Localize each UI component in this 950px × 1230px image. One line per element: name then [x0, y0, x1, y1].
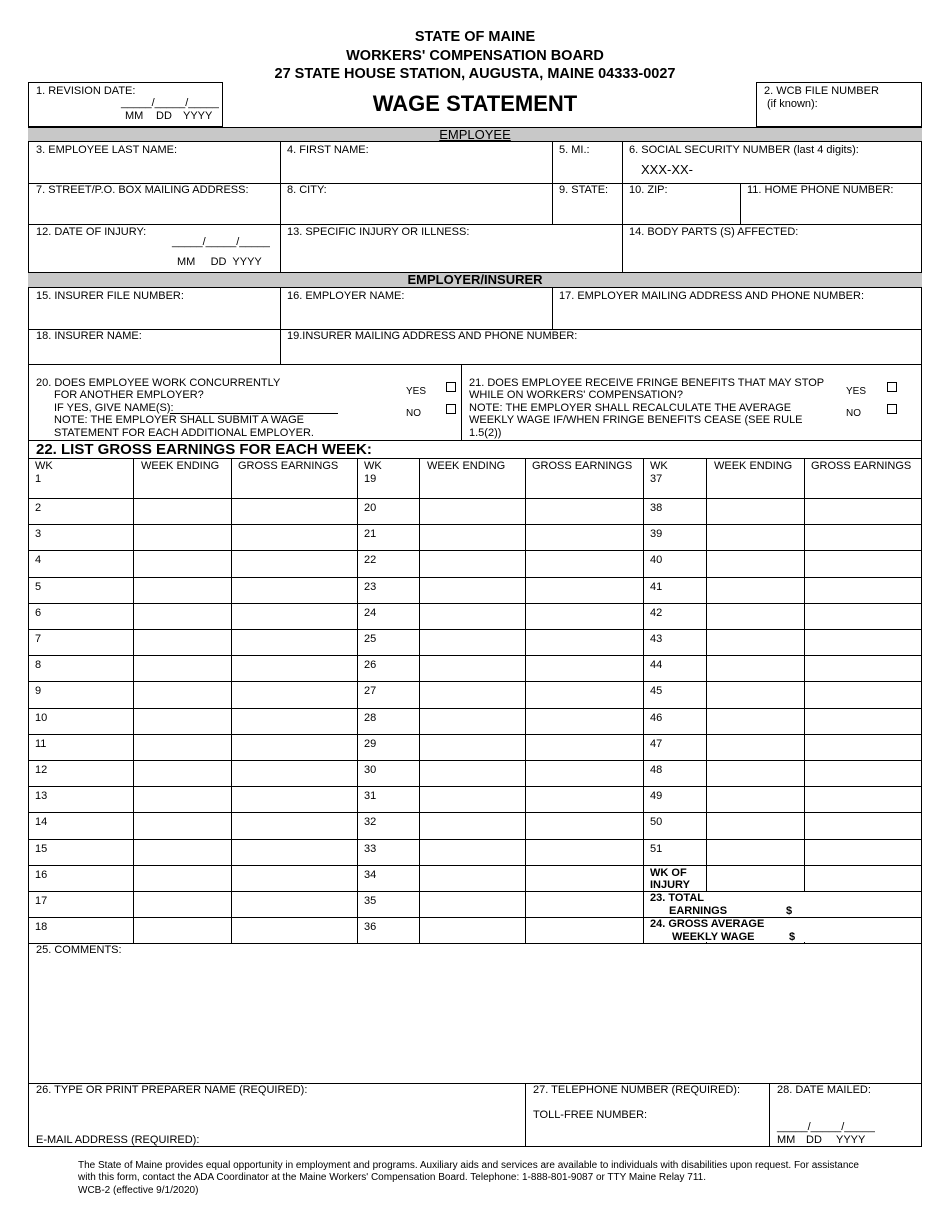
week-ending-cell[interactable] — [421, 814, 523, 836]
gross-earnings-cell[interactable] — [527, 710, 641, 732]
wk-of-injury-gross[interactable] — [806, 867, 920, 889]
week-number: 47 — [650, 737, 663, 750]
q21-no-checkbox[interactable] — [887, 404, 897, 414]
week-number: 51 — [650, 842, 663, 855]
week-ending-cell[interactable] — [135, 579, 229, 601]
week-number: 46 — [650, 711, 663, 724]
insurer-file-label: 15. INSURER FILE NUMBER: — [36, 290, 184, 302]
gross-average-label: WEEKLY WAGE — [672, 931, 755, 944]
gross-earnings-cell[interactable] — [527, 579, 641, 601]
row-line — [28, 364, 922, 365]
wcb-file-number-box[interactable] — [756, 82, 922, 127]
gross-earnings-cell[interactable] — [233, 919, 355, 941]
table-row-line — [28, 655, 922, 656]
row-line — [28, 224, 922, 225]
frame-left — [28, 142, 29, 1146]
table-row-line — [28, 865, 922, 866]
week-ending-cell[interactable] — [708, 657, 802, 679]
first-name-label: 4. FIRST NAME: — [287, 144, 369, 156]
gross-earnings-cell[interactable] — [806, 762, 920, 784]
week-ending-cell[interactable] — [135, 631, 229, 653]
week-number: 24 — [364, 606, 377, 619]
gross-earnings-cell[interactable] — [233, 631, 355, 653]
week-number: 39 — [650, 528, 663, 541]
week-number: 40 — [650, 554, 663, 567]
table-row-line — [28, 734, 922, 735]
q22-title: 22. LIST GROSS EARNINGS FOR EACH WEEK: — [36, 441, 372, 458]
q20-line2: FOR ANOTHER EMPLOYER? — [54, 389, 204, 401]
week-number: 8 — [35, 659, 42, 672]
week-ending-cell[interactable] — [708, 710, 802, 732]
week-number: 16 — [35, 868, 48, 881]
preparer-name-label: 26. TYPE OR PRINT PREPARER NAME (REQUIRED): — [36, 1084, 308, 1096]
table-row-line — [28, 498, 922, 499]
gross-earnings-cell[interactable] — [527, 788, 641, 810]
week-number: 23 — [364, 580, 377, 593]
q20-yes-checkbox[interactable] — [446, 382, 456, 392]
week-ending-cell[interactable] — [708, 762, 802, 784]
week-ending-cell[interactable] — [135, 736, 229, 758]
q21-no-label: NO — [846, 408, 861, 419]
week-ending-cell[interactable] — [421, 605, 523, 627]
week-ending-cell[interactable] — [135, 867, 229, 889]
table-row-line — [28, 550, 922, 551]
gross-earnings-cell[interactable] — [527, 893, 641, 915]
gross-earnings-cell[interactable] — [527, 919, 641, 941]
gross-earnings-cell[interactable] — [233, 460, 355, 496]
week-number: 34 — [364, 868, 377, 881]
wcb-file-label: 2. WCB FILE NUMBER — [764, 85, 879, 97]
wk-of-injury-label: WK OF — [650, 866, 687, 879]
total-earnings-value[interactable] — [798, 893, 918, 915]
wk-of-injury-week-ending[interactable] — [708, 867, 802, 889]
week-ending-cell[interactable] — [421, 657, 523, 679]
gross-earnings-cell[interactable] — [527, 526, 641, 548]
week-number: 49 — [650, 790, 663, 803]
footer-form-number: WCB-2 (effective 9/1/2020) — [78, 1184, 199, 1196]
week-ending-cell[interactable] — [708, 788, 802, 810]
gross-earnings-cell[interactable] — [233, 788, 355, 810]
column-header-week-ending: WEEK ENDING — [427, 460, 506, 472]
week-number: 15 — [35, 842, 48, 855]
gross-average-label: 24. GROSS AVERAGE — [650, 918, 765, 931]
gross-earnings-cell[interactable] — [233, 736, 355, 758]
week-number: 18 — [35, 921, 48, 934]
table-row-line — [28, 629, 922, 630]
week-ending-cell[interactable] — [421, 710, 523, 732]
week-ending-cell[interactable] — [421, 919, 523, 941]
week-ending-cell[interactable] — [421, 500, 523, 522]
week-number: 35 — [364, 895, 377, 907]
week-ending-cell[interactable] — [708, 605, 802, 627]
week-ending-cell[interactable] — [135, 762, 229, 784]
gross-earnings-cell[interactable] — [527, 631, 641, 653]
gross-earnings-cell[interactable] — [806, 631, 920, 653]
week-number: 27 — [364, 685, 377, 698]
gross-earnings-cell[interactable] — [527, 683, 641, 705]
frame-right — [921, 142, 922, 1146]
week-number: 45 — [650, 685, 663, 698]
week-ending-cell[interactable] — [421, 526, 523, 548]
week-ending-cell[interactable] — [708, 683, 802, 705]
divider — [280, 288, 281, 364]
week-number: 20 — [364, 502, 377, 514]
week-number: 5 — [35, 580, 42, 593]
revision-mm: MM — [125, 110, 144, 122]
gross-earnings-cell[interactable] — [806, 814, 920, 836]
gross-earnings-cell[interactable] — [806, 657, 920, 679]
week-ending-cell[interactable] — [135, 683, 229, 705]
week-ending-cell[interactable] — [421, 893, 523, 915]
table-column-line — [357, 458, 358, 943]
table-column-line — [133, 458, 134, 943]
divider — [525, 1083, 526, 1146]
q21-line2: WHILE ON WORKERS' COMPENSATION? — [469, 389, 683, 401]
revision-date-label: 1. REVISION DATE: — [36, 85, 136, 97]
week-number: 14 — [35, 816, 48, 829]
date-mailed-label: 28. DATE MAILED: — [777, 1084, 871, 1096]
table-column-line — [419, 458, 420, 943]
gross-earnings-cell[interactable] — [806, 710, 920, 732]
wk-of-injury-label: INJURY — [650, 878, 690, 891]
agency-state: STATE OF MAINE — [414, 29, 536, 45]
week-number: 31 — [364, 790, 377, 803]
gross-earnings-cell[interactable] — [527, 657, 641, 679]
gross-earnings-cell[interactable] — [806, 500, 920, 522]
week-number: 7 — [35, 633, 42, 645]
week-number: 17 — [35, 895, 48, 907]
week-ending-cell[interactable] — [135, 841, 229, 863]
gross-earnings-cell[interactable] — [806, 605, 920, 627]
table-column-line — [643, 458, 644, 943]
q20-line3: IF YES, GIVE NAME(S): — [54, 402, 174, 414]
home-phone-label: 11. HOME PHONE NUMBER: — [747, 184, 894, 196]
gross-earnings-cell[interactable] — [527, 500, 641, 522]
gross-earnings-cell[interactable] — [233, 605, 355, 627]
column-header-wk: WK — [35, 460, 53, 472]
week-number: 6 — [35, 606, 42, 619]
week-number: 11 — [35, 737, 47, 750]
insurer-name-label: 18. INSURER NAME: — [36, 330, 142, 342]
gross-earnings-cell[interactable] — [233, 683, 355, 705]
gross-earnings-cell[interactable] — [527, 605, 641, 627]
table-column-line — [231, 458, 232, 943]
table-row-line — [28, 839, 922, 840]
mi-label: 5. MI.: — [559, 144, 590, 156]
date-injury-label: 12. DATE OF INJURY: — [36, 226, 147, 238]
week-ending-cell[interactable] — [421, 867, 523, 889]
date-mailed-yyyy: YYYY — [836, 1134, 866, 1146]
week-number: 36 — [364, 921, 377, 934]
body-parts-label: 14. BODY PARTS (S) AFFECTED: — [629, 226, 799, 238]
week-number: 21 — [364, 528, 377, 541]
gross-earnings-cell[interactable] — [527, 762, 641, 784]
week-number: 41 — [650, 580, 663, 593]
gross-earnings-cell[interactable] — [233, 893, 355, 915]
week-number: 1 — [35, 473, 42, 485]
week-ending-cell[interactable] — [708, 631, 802, 653]
table-row-line — [28, 577, 922, 578]
gross-average-dollar: $ — [789, 931, 796, 944]
agency-address: 27 STATE HOUSE STATION, AUGUSTA, MAINE 04333-0027 — [274, 66, 676, 82]
week-ending-cell[interactable] — [421, 579, 523, 601]
q21-yes-label: YES — [846, 386, 867, 397]
total-earnings-dollar: $ — [786, 905, 793, 917]
week-number: 26 — [364, 659, 377, 672]
employee-last-name-label: 3. EMPLOYEE LAST NAME: — [36, 144, 178, 156]
date-mailed-blank: _____/_____/_____ — [777, 1121, 875, 1133]
total-earnings-label: 23. TOTAL — [650, 892, 704, 904]
table-top-line — [28, 458, 922, 459]
q20-no-checkbox[interactable] — [446, 404, 456, 414]
date-injury-blank: _____/_____/_____ — [172, 236, 270, 248]
specific-injury-label: 13. SPECIFIC INJURY OR ILLNESS: — [287, 226, 470, 238]
revision-date-box[interactable] — [28, 82, 223, 127]
gross-earnings-cell[interactable] — [527, 841, 641, 863]
table-row-line — [28, 681, 922, 682]
divider — [280, 142, 281, 272]
gross-earnings-cell[interactable] — [527, 552, 641, 574]
comments-area[interactable] — [30, 958, 920, 1080]
tollfree-label: TOLL-FREE NUMBER: — [533, 1109, 648, 1121]
gross-earnings-cell[interactable] — [233, 579, 355, 601]
footer-line2: with this form, contact the ADA Coordinator at the Maine Workers' Compensation Board. Telephone: 1-888-801-9087 or TTY Maine Relay 711. — [78, 1172, 706, 1184]
week-ending-cell[interactable] — [135, 657, 229, 679]
week-ending-cell[interactable] — [421, 631, 523, 653]
divider — [552, 288, 553, 329]
week-ending-cell[interactable] — [708, 579, 802, 601]
week-number: 43 — [650, 633, 663, 645]
week-ending-cell[interactable] — [135, 710, 229, 732]
week-number: 13 — [35, 790, 48, 803]
wcb-file-sub: (if known): — [767, 98, 818, 110]
gross-earnings-cell[interactable] — [806, 788, 920, 810]
week-ending-cell[interactable] — [708, 736, 802, 758]
week-ending-cell[interactable] — [708, 500, 802, 522]
week-number: 10 — [35, 711, 48, 724]
q21-line5: 1.5(2)) — [469, 427, 502, 439]
week-ending-cell[interactable] — [421, 788, 523, 810]
insurer-address-label: 19.INSURER MAILING ADDRESS AND PHONE NUMBER: — [287, 330, 578, 342]
week-number: 28 — [364, 711, 377, 724]
table-row-line — [28, 708, 922, 709]
gross-average-value[interactable] — [800, 919, 918, 941]
week-ending-cell[interactable] — [708, 552, 802, 574]
column-header-gross-earnings: GROSS EARNINGS — [532, 460, 633, 472]
week-ending-cell[interactable] — [135, 893, 229, 915]
gross-earnings-cell[interactable] — [233, 526, 355, 548]
comments-label: 25. COMMENTS: — [36, 944, 122, 956]
week-ending-cell[interactable] — [708, 526, 802, 548]
agency-header — [0, 28, 950, 84]
week-ending-cell[interactable] — [135, 919, 229, 941]
ssn-label: 6. SOCIAL SECURITY NUMBER (last 4 digits): — [629, 144, 859, 156]
table-row-line — [28, 603, 922, 604]
gross-earnings-cell[interactable] — [527, 867, 641, 889]
table-row-line — [28, 524, 922, 525]
gross-earnings-cell[interactable] — [233, 814, 355, 836]
q21-line1: 21. DOES EMPLOYEE RECEIVE FRINGE BENEFITS THAT MAY STOP — [469, 377, 825, 389]
week-number: 12 — [35, 764, 48, 776]
phone-label: 27. TELEPHONE NUMBER (REQUIRED): — [533, 1084, 741, 1096]
divider — [622, 142, 623, 272]
week-number: 30 — [364, 764, 377, 776]
table-column-line — [525, 458, 526, 943]
gross-earnings-cell[interactable] — [806, 683, 920, 705]
week-number: 4 — [35, 554, 42, 567]
gross-earnings-cell[interactable] — [527, 736, 641, 758]
week-ending-cell[interactable] — [708, 841, 802, 863]
date-injury-format: MM DD YYYY — [177, 256, 262, 268]
table-column-line — [804, 458, 805, 943]
week-ending-cell[interactable] — [135, 788, 229, 810]
date-mailed-mm: MM — [777, 1134, 796, 1146]
week-number: 44 — [650, 659, 663, 672]
divider — [461, 364, 462, 440]
total-earnings-label: EARNINGS — [669, 905, 728, 917]
footer-line1: The State of Maine provides equal opportunity in employment and programs. Auxiliary aids and services are available to individuals with disabilities upon request. For assistance — [78, 1160, 859, 1171]
week-number: 32 — [364, 816, 377, 829]
column-header-wk: WK — [364, 460, 382, 472]
employer-name-label: 16. EMPLOYER NAME: — [287, 290, 405, 302]
column-header-gross-earnings: GROSS EARNINGS — [811, 460, 912, 472]
gross-earnings-cell[interactable] — [806, 460, 920, 496]
table-row-line — [28, 943, 922, 944]
week-ending-cell[interactable] — [135, 552, 229, 574]
gross-earnings-cell[interactable] — [233, 867, 355, 889]
revision-yyyy: YYYY — [183, 110, 213, 122]
gross-earnings-cell[interactable] — [233, 710, 355, 732]
week-number: 29 — [364, 737, 377, 750]
q21-line4: WEEKLY WAGE IF/WHEN FRINGE BENEFITS CEASE (SEE RULE — [469, 414, 803, 426]
gross-earnings-cell[interactable] — [806, 552, 920, 574]
revision-dd: DD — [156, 110, 172, 122]
gross-earnings-cell[interactable] — [233, 552, 355, 574]
week-ending-cell[interactable] — [135, 500, 229, 522]
column-header-wk: WK — [650, 460, 668, 472]
street-label: 7. STREET/P.O. BOX MAILING ADDRESS: — [36, 184, 249, 196]
week-number: 9 — [35, 685, 42, 698]
week-ending-cell[interactable] — [135, 460, 229, 496]
employee-section-header: EMPLOYEE — [28, 127, 922, 142]
week-number: 22 — [364, 554, 377, 567]
gross-earnings-cell[interactable] — [233, 657, 355, 679]
column-header-gross-earnings: GROSS EARNINGS — [238, 460, 339, 472]
gross-earnings-cell[interactable] — [806, 841, 920, 863]
email-label: E-MAIL ADDRESS (REQUIRED): — [36, 1134, 200, 1146]
gross-earnings-cell[interactable] — [233, 500, 355, 522]
zip-label: 10. ZIP: — [629, 184, 668, 196]
gross-earnings-cell[interactable] — [806, 736, 920, 758]
week-ending-cell[interactable] — [421, 683, 523, 705]
week-number: 48 — [650, 764, 663, 776]
week-ending-cell[interactable] — [135, 814, 229, 836]
table-row-line — [28, 760, 922, 761]
table-row-line — [28, 812, 922, 813]
week-number: 2 — [35, 502, 42, 514]
gross-earnings-cell[interactable] — [806, 579, 920, 601]
footer — [78, 1160, 928, 1197]
agency-board: WORKERS' COMPENSATION BOARD — [346, 47, 604, 64]
week-ending-cell[interactable] — [708, 814, 802, 836]
week-ending-cell[interactable] — [421, 736, 523, 758]
revision-date-blank: _____/_____/_____ — [121, 97, 219, 109]
employer-section-header: EMPLOYER/INSURER — [28, 272, 922, 288]
week-number: 19 — [364, 473, 377, 485]
row-line — [28, 1146, 922, 1147]
q21-yes-checkbox[interactable] — [887, 382, 897, 392]
gross-earnings-cell[interactable] — [527, 814, 641, 836]
week-ending-cell[interactable] — [421, 460, 523, 496]
week-ending-cell[interactable] — [135, 526, 229, 548]
week-number: 25 — [364, 633, 377, 645]
column-header-week-ending: WEEK ENDING — [714, 460, 793, 472]
employer-address-label: 17. EMPLOYER MAILING ADDRESS AND PHONE NUMBER: — [559, 290, 865, 302]
week-ending-cell[interactable] — [421, 762, 523, 784]
week-ending-cell[interactable] — [708, 460, 802, 496]
week-ending-cell[interactable] — [421, 552, 523, 574]
divider — [740, 183, 741, 224]
city-label: 8. CITY: — [287, 184, 327, 196]
table-column-line — [706, 458, 707, 943]
date-mailed-dd: DD — [806, 1134, 822, 1146]
week-ending-cell[interactable] — [135, 605, 229, 627]
gross-earnings-cell[interactable] — [527, 460, 641, 496]
week-number: 33 — [364, 842, 377, 855]
week-number: 50 — [650, 816, 663, 829]
week-ending-cell[interactable] — [421, 841, 523, 863]
q20-no-label: NO — [406, 408, 421, 419]
week-number: 3 — [35, 528, 42, 541]
ssn-value[interactable]: XXX-XX- — [641, 162, 694, 177]
week-number: 37 — [650, 473, 663, 485]
gross-earnings-cell[interactable] — [233, 762, 355, 784]
state-label: 9. STATE: — [559, 184, 609, 196]
divider — [769, 1083, 770, 1146]
week-number: 42 — [650, 606, 663, 619]
gross-earnings-cell[interactable] — [233, 841, 355, 863]
form-title: WAGE STATEMENT — [372, 91, 578, 116]
q21-line3: NOTE: THE EMPLOYER SHALL RECALCULATE THE AVERAGE — [469, 402, 792, 414]
q20-line5: STATEMENT FOR EACH ADDITIONAL EMPLOYER. — [54, 427, 314, 439]
q20-line4: NOTE: THE EMPLOYER SHALL SUBMIT A WAGE — [54, 414, 305, 426]
column-header-week-ending: WEEK ENDING — [141, 460, 220, 472]
table-row-line — [28, 786, 922, 787]
week-number: 38 — [650, 502, 663, 514]
gross-earnings-cell[interactable] — [806, 526, 920, 548]
q20-yes-label: YES — [406, 386, 427, 397]
q20-line1: 20. DOES EMPLOYEE WORK CONCURRENTLY — [36, 377, 281, 389]
